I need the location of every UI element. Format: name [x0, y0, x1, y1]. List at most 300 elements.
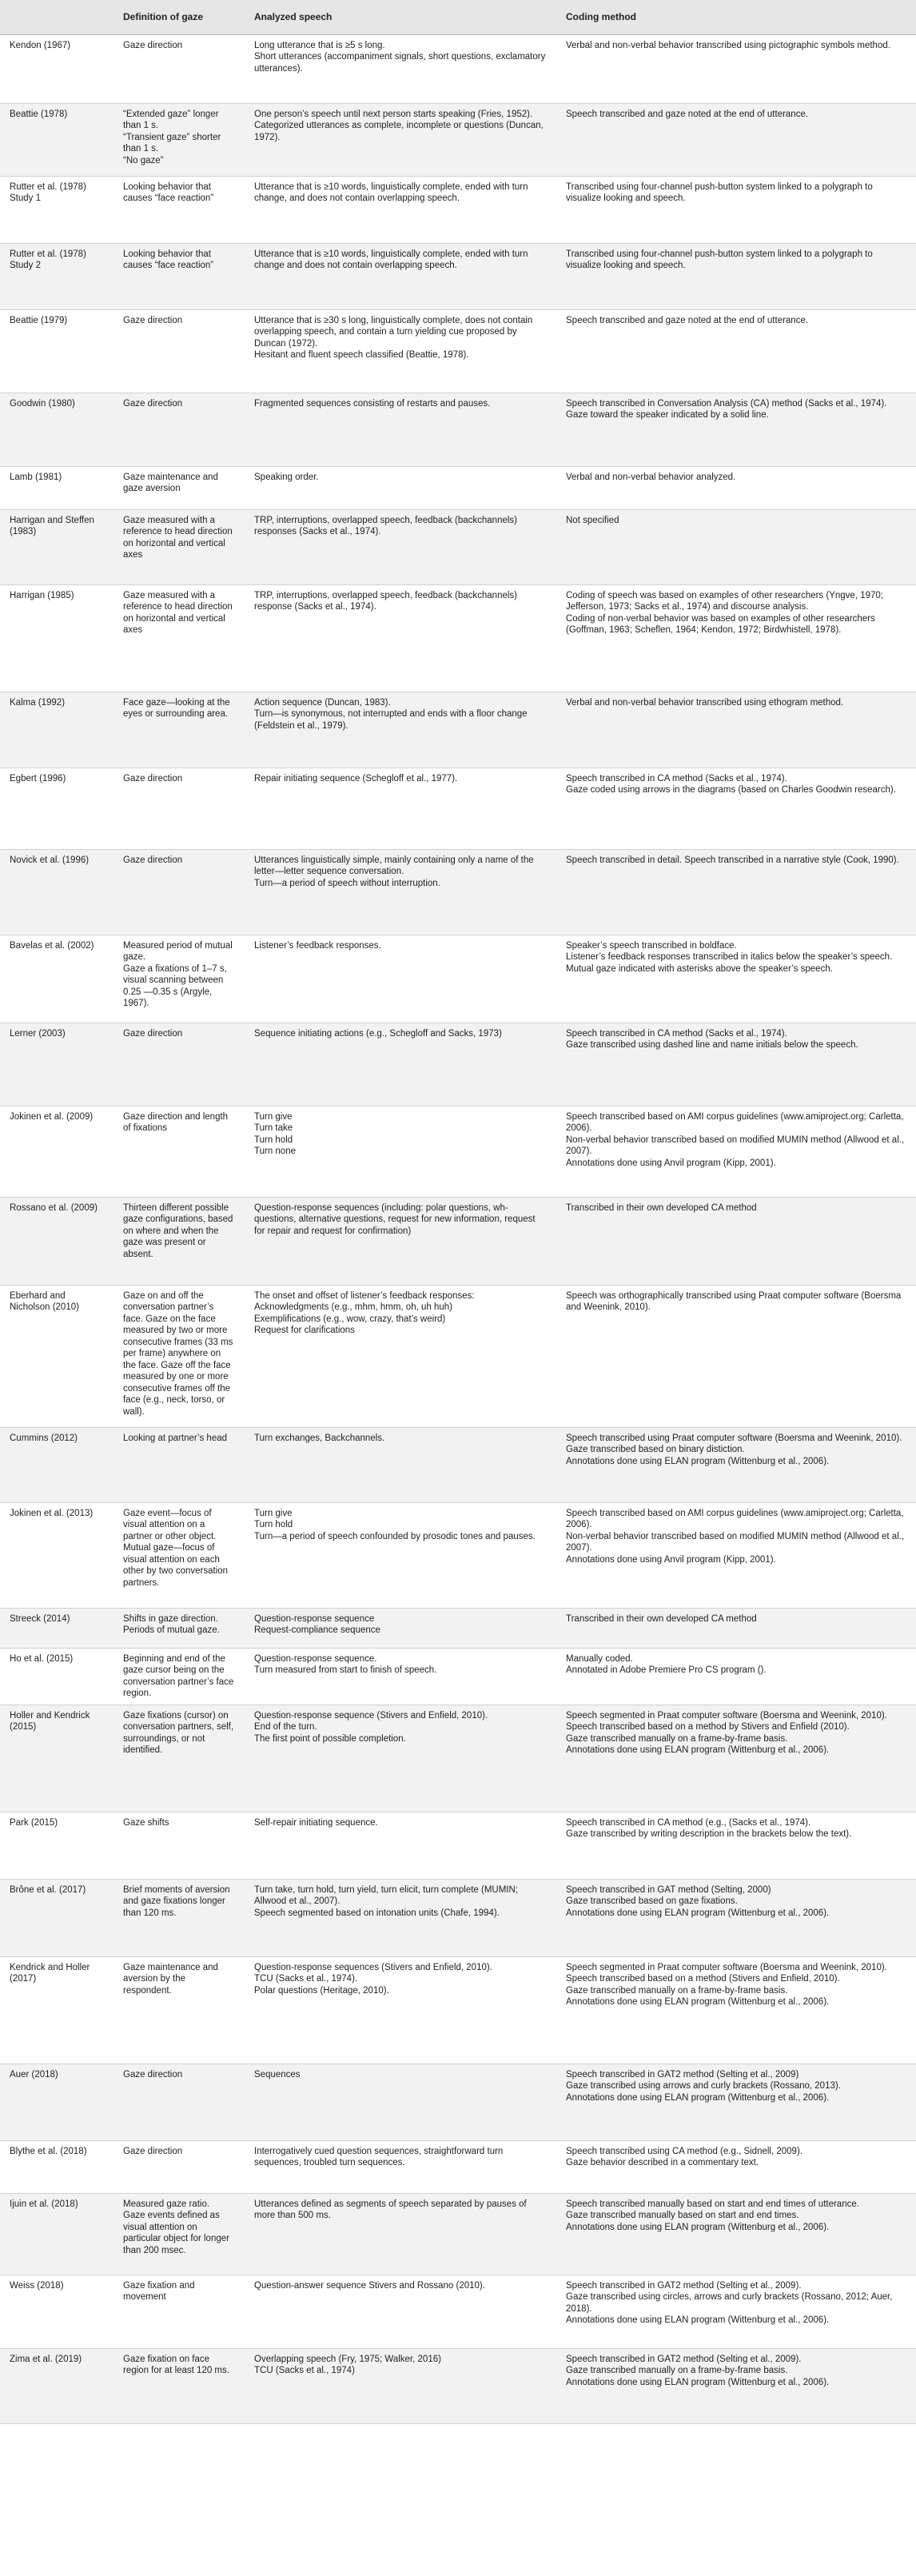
study-cell: [0, 309, 114, 393]
cell-line: Gaze transcribed using circles, arrows and curly brackets (Rossano, 2012; Auer, 2018).: [566, 2292, 893, 2314]
study-cell: [0, 103, 114, 176]
table-row: [0, 2140, 916, 2193]
table-row: [0, 1106, 916, 1197]
definition-cell: [114, 584, 245, 692]
coding-cell: [556, 1197, 916, 1285]
cell-line: Speech transcribed in GAT2 method (Selting et al., 2009).: [566, 2280, 802, 2291]
definition-cell: [114, 509, 245, 584]
speech-cell: [245, 849, 556, 935]
cell-line: Action sequence (Duncan, 1983).: [254, 697, 391, 708]
cell-line: Non-verbal behavior transcribed based on modified MUMIN method (Allwood et al., 2007).: [566, 1134, 905, 1156]
cell-line: End of the turn.: [254, 1722, 317, 1732]
study-cell: [0, 935, 114, 1023]
cell-line: Goodwin (1980): [10, 398, 75, 409]
cell-line: Lerner (2003): [10, 1028, 66, 1039]
speech-cell: [245, 1427, 556, 1502]
cell-line: Transcribed using four-channel push-button system linked to a polygraph to visualize looking and speech.: [566, 249, 873, 270]
header-definition: Definition of gaze: [114, 0, 245, 34]
cell-line: Gaze direction: [123, 2146, 183, 2156]
cell-line: TCU (Sacks et al., 1974): [254, 2366, 355, 2375]
definition-cell: [114, 2348, 245, 2423]
cell-line: Utterance that is ≥10 words, linguistically complete, ended with turn change and does not contain overlapping speech.: [254, 249, 528, 270]
cell-line: Gaze direction: [123, 1028, 183, 1039]
cell-line: Speech transcribed in GAT method (Selting, 2000): [566, 1884, 771, 1895]
speech-cell: [245, 692, 556, 768]
definition-cell: [114, 103, 245, 176]
cell-line: The onset and offset of listener’s feedback responses:: [254, 1290, 475, 1301]
coding-cell: [556, 768, 916, 849]
cell-line: Gaze direction: [123, 40, 183, 50]
study-cell: [0, 2348, 114, 2423]
speech-cell: [245, 309, 556, 393]
study-cell: [0, 1502, 114, 1608]
speech-cell: [245, 1648, 556, 1705]
speech-cell: [245, 1705, 556, 1812]
definition-cell: [114, 1648, 245, 1705]
cell-line: Blythe et al. (2018): [10, 2146, 87, 2156]
cell-line: Question-response sequences (Stivers and Enfield, 2010).: [254, 1962, 492, 1972]
coding-cell: [556, 176, 916, 243]
study-cell: [0, 584, 114, 692]
cell-line: Ho et al. (2015): [10, 1653, 74, 1664]
cell-line: Speech transcribed in CA method (Sacks et al., 1974).: [566, 1028, 787, 1039]
definition-cell: [114, 393, 245, 466]
cell-line: Request-compliance sequence: [254, 1625, 380, 1635]
cell-line: Novick et al. (1996): [10, 855, 90, 865]
cell-line: Speech segmented based on intonation units (Chafe, 1994).: [254, 1908, 500, 1918]
cell-line: Transcribed using four-channel push-button system linked to a polygraph to visualize looking and speech.: [566, 181, 873, 203]
cell-line: Speech transcribed using CA method (e.g., Sidnell, 2009).: [566, 2146, 802, 2156]
cell-line: Speech transcribed based on a method by Stivers and Enfield (2010).: [566, 1722, 850, 1732]
cell-line: Mutual gaze—focus of visual attention on each other by two conversation partners.: [123, 1543, 229, 1588]
cell-line: Turn none: [254, 1146, 296, 1156]
study-cell: [0, 1106, 114, 1197]
cell-line: Gaze measured with a reference to head direction on horizontal and vertical axes: [123, 590, 233, 635]
study-cell: [0, 1879, 114, 1956]
table-row: [0, 509, 916, 584]
cell-line: Hesitant and fluent speech classified (Beattie, 1978).: [254, 350, 469, 360]
speech-cell: [245, 2064, 556, 2140]
coding-cell: [556, 103, 916, 176]
coding-cell: [556, 1812, 916, 1879]
cell-line: Listener’s feedback responses transcribed in italics below the speaker’s speech.: [566, 952, 893, 962]
cell-line: Turn take: [254, 1123, 293, 1133]
cell-line: Rutter et al. (1978): [10, 181, 86, 192]
definition-cell: [114, 1285, 245, 1427]
coding-cell: [556, 1956, 916, 2064]
definition-cell: [114, 176, 245, 243]
cell-line: Gaze coded using arrows in the diagrams (based on Charles Goodwin research).: [566, 785, 896, 795]
study-cell: [0, 1705, 114, 1812]
definition-cell: [114, 1705, 245, 1812]
cell-line: “Extended gaze” longer than 1 s.: [123, 109, 219, 130]
table-row: [0, 309, 916, 393]
cell-line: Gaze a fixations of 1–7 s, visual scanning between 0.25 —0.35 s (Argyle, 1967).: [123, 963, 227, 1008]
study-cell: [0, 1608, 114, 1648]
cell-line: Speech segmented in Praat computer software (Boersma and Weenink, 2010).: [566, 1962, 887, 1972]
table-row: [0, 2275, 916, 2348]
table-row: [0, 1608, 916, 1648]
definition-cell: [114, 2064, 245, 2140]
coding-cell: [556, 243, 916, 309]
cell-line: Gaze toward the speaker indicated by a solid line.: [566, 410, 769, 420]
cell-line: Annotations done using ELAN program (Wittenburg et al., 2006).: [566, 2222, 830, 2232]
definition-cell: [114, 34, 245, 103]
table-row: [0, 692, 916, 768]
cell-line: Annotations done using ELAN program (Wittenburg et al., 2006).: [566, 2092, 830, 2103]
coding-cell: [556, 2064, 916, 2140]
cell-line: Polar questions (Heritage, 2010).: [254, 1985, 389, 1996]
speech-cell: [245, 34, 556, 103]
cell-line: Utterances linguistically simple, mainly containing only a name of the letter—letter sequence conversation.: [254, 855, 534, 876]
cell-line: Listener’s feedback responses.: [254, 940, 381, 951]
cell-line: Gaze direction: [123, 855, 183, 865]
cell-line: Gaze direction: [123, 773, 183, 784]
coding-cell: [556, 1023, 916, 1106]
coding-cell: [556, 466, 916, 509]
table-row: [0, 466, 916, 509]
cell-line: Beattie (1978): [10, 109, 68, 119]
study-cell: [0, 243, 114, 309]
study-cell: [0, 1812, 114, 1879]
header-row: [0, 0, 916, 34]
cell-line: Speech transcribed and gaze noted at the end of utterance.: [566, 315, 809, 325]
cell-line: TRP, interruptions, overlapped speech, feedback (backchannels) responses (Sacks et al., 1974).: [254, 515, 518, 536]
cell-line: Speech transcribed and gaze noted at the end of utterance.: [566, 109, 809, 119]
study-cell: [0, 509, 114, 584]
cell-line: Gaze transcribed manually based on start and end times.: [566, 2211, 799, 2220]
cell-line: Turn—a period of speech without interruption.: [254, 878, 440, 888]
definition-cell: [114, 1197, 245, 1285]
cell-line: Beattie (1979): [10, 315, 68, 325]
speech-cell: [245, 2348, 556, 2423]
coding-cell: [556, 849, 916, 935]
coding-cell: [556, 1608, 916, 1648]
speech-cell: [245, 935, 556, 1023]
cell-line: Periods of mutual gaze.: [123, 1625, 220, 1635]
cell-line: “No gaze”: [123, 155, 164, 165]
header-speech: Analyzed speech: [245, 0, 556, 34]
coding-cell: [556, 34, 916, 103]
definition-cell: [114, 2140, 245, 2193]
cell-line: Thirteen different possible gaze configurations, based on where and when the gaze was present or absent.: [123, 1202, 233, 1259]
cell-line: Speech was orthographically transcribed using Praat computer software (Boersma and Weenink, 2010).: [566, 1290, 902, 1312]
cell-line: One person’s speech until next person starts speaking (Fries, 1952).: [254, 109, 533, 119]
table-row: [0, 935, 916, 1023]
cell-line: “Transient gaze” shorter than 1 s.: [123, 132, 221, 154]
cell-line: Turn hold: [254, 1520, 293, 1529]
coding-cell: [556, 1106, 916, 1197]
study-cell: [0, 2064, 114, 2140]
speech-cell: [245, 2140, 556, 2193]
table-row: [0, 1879, 916, 1956]
cell-line: Self-repair initiating sequence.: [254, 1817, 378, 1828]
definition-cell: [114, 309, 245, 393]
coding-cell: [556, 2140, 916, 2193]
cell-line: Gaze direction: [123, 398, 183, 409]
cell-line: Annotations done using ELAN program (Wittenburg et al., 2006).: [566, 1745, 830, 1755]
table-row: [0, 1705, 916, 1812]
definition-cell: [114, 243, 245, 309]
study-cell: [0, 1023, 114, 1106]
coding-cell: [556, 1427, 916, 1502]
cell-line: Rutter et al. (1978): [10, 249, 86, 259]
table-row: [0, 849, 916, 935]
table-row: [0, 1956, 916, 2064]
cell-line: Gaze maintenance and gaze aversion: [123, 472, 218, 493]
cell-line: Park (2015): [10, 1817, 58, 1828]
cell-line: Kendon (1967): [10, 40, 71, 50]
definition-cell: [114, 849, 245, 935]
speech-cell: [245, 1197, 556, 1285]
table-row: [0, 1648, 916, 1705]
cell-line: Gaze behavior described in a commentary text.: [566, 2158, 759, 2167]
cell-line: Auer (2018): [10, 2069, 58, 2080]
cell-line: Egbert (1996): [10, 773, 66, 784]
cell-line: Study 2: [10, 261, 41, 270]
coding-cell: [556, 2275, 916, 2348]
cell-line: Transcribed in their own developed CA method: [566, 1202, 757, 1213]
study-cell: [0, 393, 114, 466]
cell-line: Annotations done using Anvil program (Kipp, 2001).: [566, 1554, 776, 1565]
definition-cell: [114, 768, 245, 849]
cell-line: Speech segmented in Praat computer software (Boersma and Weenink, 2010).: [566, 1710, 887, 1721]
cell-line: Gaze transcribed manually on a frame-by-frame basis.: [566, 2366, 788, 2375]
table-row: [0, 34, 916, 103]
cell-line: Turn give: [254, 1111, 293, 1122]
cell-line: Request for clarifications: [254, 1326, 355, 1335]
cell-line: Speech transcribed in GAT2 method (Selting et al., 2009): [566, 2069, 799, 2080]
cell-line: Question-response sequences (including: polar questions, wh- questions, alternative questions, request for new information, request for repair and request for confirmation): [254, 1202, 536, 1236]
study-cell: [0, 692, 114, 768]
cell-line: Speaker’s speech transcribed in boldface.: [566, 940, 737, 951]
cell-line: Speech transcribed based on AMI corpus guidelines (www.amiproject.org; Carletta, 2006).: [566, 1111, 904, 1133]
cell-line: Turn measured from start to finish of speech.: [254, 1665, 437, 1675]
cell-line: Ijuin et al. (2018): [10, 2199, 78, 2209]
cell-line: Not specified: [566, 515, 619, 525]
coding-cell: [556, 584, 916, 692]
speech-cell: [245, 509, 556, 584]
cell-line: Beginning and end of the gaze cursor being on the conversation partner’s face region.: [123, 1653, 234, 1698]
table-row: [0, 1197, 916, 1285]
cell-line: Weiss (2018): [10, 2280, 64, 2291]
cell-line: Gaze maintenance and aversion by the respondent.: [123, 1962, 218, 1996]
definition-cell: [114, 1023, 245, 1106]
cell-line: Utterance that is ≥30 s long, linguistically complete, does not contain overlapping speech, and contain a turn yielding cue proposed by Duncan (1972).: [254, 315, 533, 349]
definition-cell: [114, 2275, 245, 2348]
cell-line: Jokinen et al. (2009): [10, 1111, 94, 1122]
study-cell: [0, 1427, 114, 1502]
cell-line: Kalma (1992): [10, 697, 66, 708]
table-row: [0, 243, 916, 309]
cell-line: Verbal and non-verbal behavior transcribed using ethogram method.: [566, 697, 844, 708]
cell-line: Exemplifications (e.g., wow, crazy, that’s weird): [254, 1314, 446, 1324]
cell-line: Annotations done using ELAN program (Wittenburg et al., 2006).: [566, 1997, 830, 2007]
cell-line: Shifts in gaze direction.: [123, 1613, 218, 1624]
cell-line: Speech transcribed in CA method (Sacks et al., 1974).: [566, 773, 787, 784]
cell-line: Question-response sequence (Stivers and Enfield, 2010).: [254, 1710, 488, 1721]
study-cell: [0, 176, 114, 243]
study-cell: [0, 2275, 114, 2348]
coding-cell: [556, 2193, 916, 2275]
cell-line: Manually coded.: [566, 1653, 633, 1664]
cell-line: TCU (Sacks et al., 1974).: [254, 1974, 358, 1984]
study-cell: [0, 1956, 114, 2064]
speech-cell: [245, 466, 556, 509]
table-row: [0, 1023, 916, 1106]
coding-cell: [556, 1285, 916, 1427]
speech-cell: [245, 176, 556, 243]
speech-cell: [245, 2193, 556, 2275]
speech-cell: [245, 1285, 556, 1427]
speech-cell: [245, 103, 556, 176]
cell-line: Speech transcribed in Conversation Analysis (CA) method (Sacks et al., 1974).: [566, 398, 887, 409]
table-row: [0, 584, 916, 692]
cell-line: Annotations done using ELAN program (Wittenburg et al., 2006).: [566, 2377, 830, 2387]
cell-line: Long utterance that is ≥5 s long.: [254, 40, 385, 50]
cell-line: Looking behavior that causes “face reaction”: [123, 181, 214, 203]
cell-line: Gaze direction and length of fixations: [123, 1111, 229, 1133]
cell-line: Gaze events defined as visual attention on particular object for longer than 200 msec.: [123, 2211, 229, 2255]
cell-line: Face gaze—looking at the eyes or surrounding area.: [123, 697, 230, 719]
cell-line: The first point of possible completion.: [254, 1733, 406, 1744]
cell-line: Gaze transcribed using arrows and curly brackets (Rossano, 2013).: [566, 2081, 841, 2091]
cell-line: Gaze on and off the conversation partner’s face. Gaze on the face measured by two or more consecutive frames (33 ms per frame) anywhere on the face. Gaze off the face measured by one or more consecutive frames off the face (e.g., neck, torso, or wall).: [123, 1290, 233, 1417]
cell-line: Rossano et al. (2009): [10, 1202, 98, 1213]
cell-line: Brief moments of aversion and gaze fixations longer than 120 ms.: [123, 1884, 230, 1918]
cell-line: Zima et al. (2019): [10, 2354, 82, 2364]
cell-line: Sequences: [254, 2069, 301, 2080]
cell-line: Gaze measured with a reference to head direction on horizontal and vertical axes: [123, 515, 233, 560]
cell-line: Speaking order.: [254, 472, 319, 482]
speech-cell: [245, 1023, 556, 1106]
table-row: [0, 2064, 916, 2140]
cell-line: Gaze direction: [123, 315, 183, 325]
table-row: [0, 1285, 916, 1427]
cell-line: Gaze transcribed manually on a frame-by-frame basis.: [566, 1733, 788, 1744]
cell-line: Speech transcribed using Praat computer software (Boersma and Weenink, 2010).: [566, 1433, 902, 1443]
cell-line: Verbal and non-verbal behavior transcribed using pictographic symbols method.: [566, 40, 890, 50]
definition-cell: [114, 1812, 245, 1879]
cell-line: Repair initiating sequence (Schegloff et al., 1977).: [254, 773, 458, 784]
speech-cell: [245, 243, 556, 309]
cell-line: Bavelas et al. (2002): [10, 940, 94, 951]
cell-line: Study 1: [10, 193, 41, 203]
definition-cell: [114, 1956, 245, 2064]
study-cell: [0, 1197, 114, 1285]
cell-line: Gaze fixation and movement: [123, 2280, 195, 2302]
cell-line: Holler and Kendrick (2015): [10, 1710, 90, 1732]
speech-cell: [245, 1812, 556, 1879]
cell-line: Coding of non-verbal behavior was based on examples of other researchers (Goffman, 1963; Scheflen, 1964; Kendon, 1972; Birdwhistell, 1978).: [566, 613, 875, 635]
speech-cell: [245, 584, 556, 692]
cell-line: Kendrick and Holler (2017): [10, 1962, 90, 1984]
study-cell: [0, 1648, 114, 1705]
header-study: [0, 0, 114, 34]
definition-cell: [114, 692, 245, 768]
cell-line: Turn take, turn hold, turn yield, turn elicit, turn complete (MUMIN; Allwood et al., 2007).: [254, 1884, 519, 1906]
table-row: [0, 1427, 916, 1502]
cell-line: Looking at partner’s head: [123, 1433, 228, 1443]
coding-cell: [556, 509, 916, 584]
cell-line: Speech transcribed in GAT2 method (Selting et al., 2009).: [566, 2354, 802, 2364]
table-row: [0, 2193, 916, 2275]
cell-line: Gaze transcribed by writing description in the brackets below the text).: [566, 1829, 852, 1839]
cell-line: TRP, interruptions, overlapped speech, feedback (backchannels) response (Sacks et al., 1974).: [254, 590, 518, 612]
cell-line: Non-verbal behavior transcribed based on modified MUMIN method (Allwood et al., 2007).: [566, 1531, 905, 1553]
cell-line: Sequence initiating actions (e.g., Schegloff and Sacks, 1973): [254, 1028, 502, 1039]
study-cell: [0, 2193, 114, 2275]
cell-line: Gaze fixation on face region for at least 120 ms.: [123, 2354, 229, 2375]
cell-line: Measured gaze ratio.: [123, 2199, 210, 2209]
cell-line: Short utterances (accompaniment signals, short questions, exclamatory utterances).: [254, 52, 546, 74]
cell-line: Turn—is synonymous, not interrupted and ends with a floor change (Feldstein et al., 1979).: [254, 709, 528, 731]
cell-line: Turn—a period of speech confounded by prosodic tones and pauses.: [254, 1531, 536, 1541]
speech-cell: [245, 1608, 556, 1648]
cell-line: Gaze transcribed manually on a frame-by-frame basis.: [566, 1985, 788, 1996]
study-cell: [0, 466, 114, 509]
definition-cell: [114, 1608, 245, 1648]
cell-line: Turn hold: [254, 1134, 293, 1145]
coding-cell: [556, 1502, 916, 1608]
cell-line: Brône et al. (2017): [10, 1884, 86, 1895]
definition-cell: [114, 466, 245, 509]
cell-line: Measured period of mutual gaze.: [123, 940, 233, 962]
speech-cell: [245, 393, 556, 466]
speech-cell: [245, 2275, 556, 2348]
speech-cell: [245, 768, 556, 849]
coding-cell: [556, 2348, 916, 2423]
coding-cell: [556, 692, 916, 768]
cell-line: Gaze direction: [123, 2069, 183, 2080]
cell-line: Gaze transcribed using dashed line and name initials below the speech.: [566, 1040, 858, 1050]
study-cell: [0, 768, 114, 849]
cell-line: Utterance that is ≥10 words, linguistically complete, ended with turn change, and does not contain overlapping speech.: [254, 181, 528, 203]
definition-cell: [114, 1502, 245, 1608]
definition-cell: [114, 1427, 245, 1502]
table-row: [0, 393, 916, 466]
cell-line: Acknowledgments (e.g., mhm, hmm, oh, uh huh): [254, 1302, 452, 1312]
study-cell: [0, 2140, 114, 2193]
cell-line: Annotations done using ELAN program (Wittenburg et al., 2006).: [566, 1456, 830, 1466]
cell-line: Speech transcribed in CA method (e.g., (Sacks et al., 1974).: [566, 1817, 811, 1828]
cell-line: Gaze fixations (cursor) on conversation partners, self, surroundings, or not identified.: [123, 1710, 234, 1755]
speech-cell: [245, 1956, 556, 2064]
cell-line: Utterances defined as segments of speech separated by pauses of more than 500 ms.: [254, 2199, 527, 2220]
table-body: [0, 34, 916, 2423]
coding-cell: [556, 1648, 916, 1705]
study-cell: [0, 849, 114, 935]
cell-line: Jokinen et al. (2013): [10, 1508, 94, 1518]
coding-cell: [556, 1705, 916, 1812]
cell-line: Harrigan and Steffen (1983): [10, 515, 94, 536]
definition-cell: [114, 935, 245, 1023]
cell-line: Question-answer sequence Stivers and Rossano (2010).: [254, 2280, 485, 2291]
coding-cell: [556, 393, 916, 466]
cell-line: Turn exchanges, Backchannels.: [254, 1433, 385, 1443]
speech-cell: [245, 1502, 556, 1608]
cell-line: Looking behavior that causes “face reaction”: [123, 249, 214, 270]
cell-line: Gaze transcribed based on binary distiction.: [566, 1445, 745, 1454]
table-row: [0, 2348, 916, 2423]
cell-line: Annotations done using Anvil program (Kipp, 2001).: [566, 1158, 776, 1168]
cell-line: Interrogatively cued question sequences, straightforward turn sequences, troubled turn sequences.: [254, 2146, 504, 2167]
table-row: [0, 768, 916, 849]
cell-line: Coding of speech was based on examples of other researchers (Yngve, 1970; Jefferson, 1973; Sacks et al., 1974) and discourse analysis.: [566, 590, 883, 612]
cell-line: Speech transcribed based on a method (Stivers and Enfield, 2010).: [566, 1974, 840, 1984]
cell-line: Overlapping speech (Fry, 1975; Walker, 2016): [254, 2354, 441, 2364]
definition-cell: [114, 1106, 245, 1197]
